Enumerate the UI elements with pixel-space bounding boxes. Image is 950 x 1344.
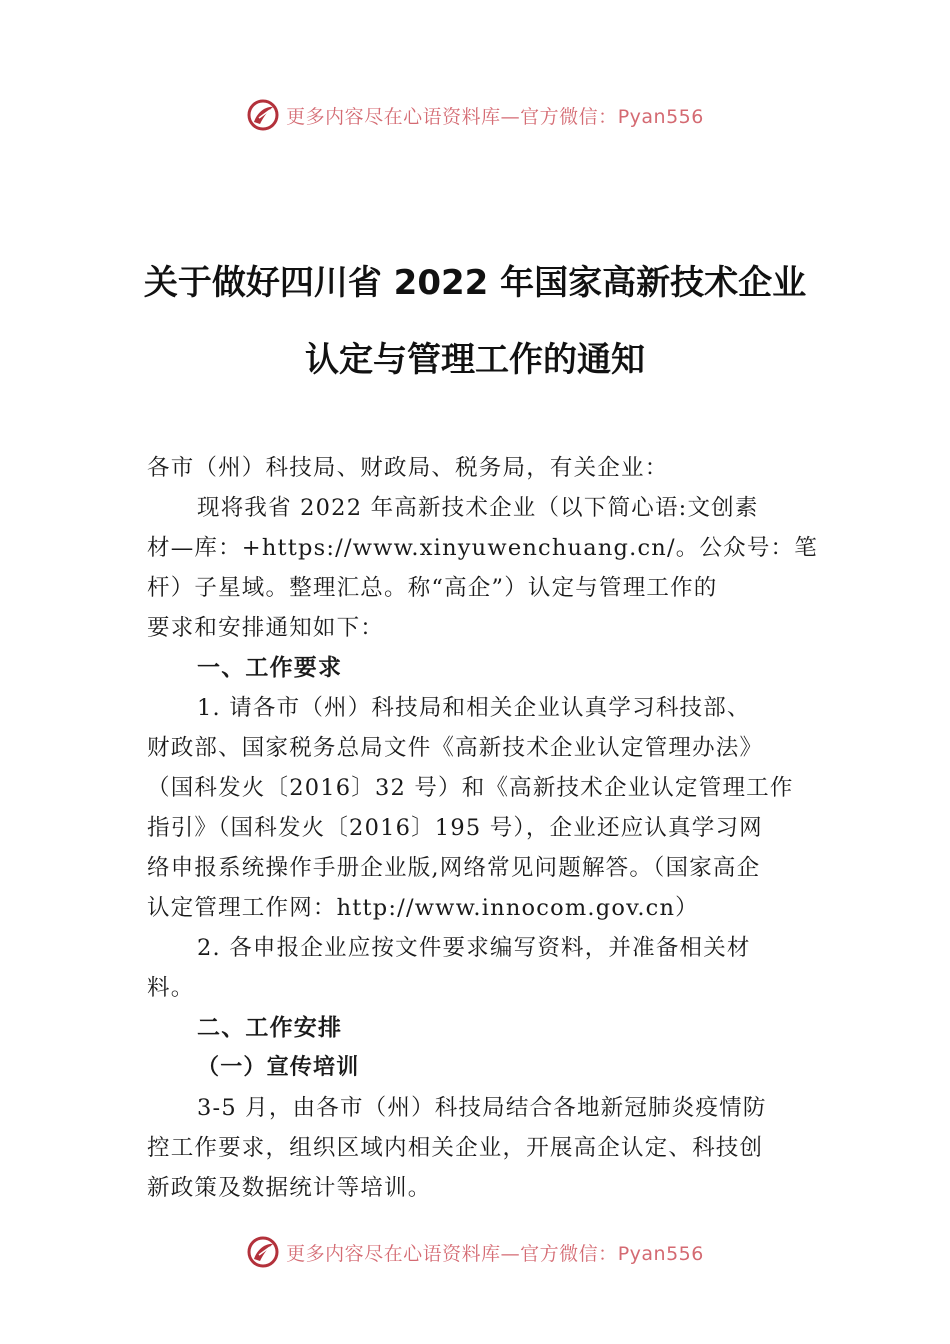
item1-line: 财政部、国家税务总局文件《高新技术企业认定管理办法》	[147, 735, 764, 761]
intro-line: 现将我省 2022 年高新技术企业（以下简心语:文创素	[197, 495, 759, 521]
item1-line: 络申报系统操作手册企业版,网络常见问题解答。（国家高企	[147, 855, 761, 881]
paragraph-line: 控工作要求，组织区域内相关企业，开展高企认定、科技创	[147, 1135, 764, 1161]
watermark-site-text: 更多内容尽在心语资料库	[286, 1242, 501, 1265]
watermark-handle: Pyan556	[617, 1242, 704, 1265]
watermark-label: 官方微信：	[520, 1242, 618, 1265]
item2-line: 料。	[147, 975, 195, 1001]
paragraph-line: 新政策及数据统计等培训。	[147, 1175, 432, 1201]
item1-line: 指引》（国科发火〔2016〕195 号），企业还应认真学习网	[147, 815, 763, 841]
intro-line: 要求和安排通知如下：	[147, 615, 385, 641]
section1-heading: 一、工作要求	[197, 655, 343, 681]
watermark-dash: —	[500, 105, 521, 128]
section2-heading: 二、工作安排	[197, 1015, 343, 1041]
document-title-line2: 认定与管理工作的通知	[305, 340, 645, 380]
item1-line: 认定管理工作网：http://www.innocom.gov.cn）	[147, 895, 699, 921]
subsection1-heading: （一）宣传培训	[197, 1055, 360, 1080]
item2-line: 2. 各申报企业应按文件要求编写资料，并准备相关材	[197, 935, 751, 961]
seal-logo-icon	[246, 98, 280, 132]
intro-line: 杆）子星域。整理汇总。称“高企”）认定与管理工作的	[147, 575, 718, 601]
bottom-watermark-banner	[0, 1232, 950, 1272]
watermark-handle: Pyan556	[617, 105, 704, 128]
salutation: 各市（州）科技局、财政局、税务局，有关企业：	[147, 455, 669, 481]
watermark-text	[286, 1239, 704, 1266]
seal-logo-icon	[246, 1235, 280, 1269]
item1-line: 1. 请各市（州）科技局和相关企业认真学习科技部、	[197, 695, 751, 721]
document-body	[147, 448, 818, 1208]
watermark-label: 官方微信：	[520, 105, 618, 128]
intro-line: 材—库：+https://www.xinyuwenchuang.cn/。公众号：笔	[147, 535, 818, 561]
item1-line: （国科发火〔2016〕32 号）和《高新技术企业认定管理工作	[147, 775, 794, 801]
top-watermark-banner	[0, 95, 950, 135]
paragraph-line: 3-5 月，由各市（州）科技局结合各地新冠肺炎疫情防	[197, 1095, 767, 1121]
document-title-line1: 关于做好四川省 2022 年国家高新技术企业	[143, 263, 807, 303]
watermark-site-text: 更多内容尽在心语资料库	[286, 105, 501, 128]
watermark-text	[286, 102, 704, 129]
watermark-dash: —	[500, 1242, 521, 1265]
